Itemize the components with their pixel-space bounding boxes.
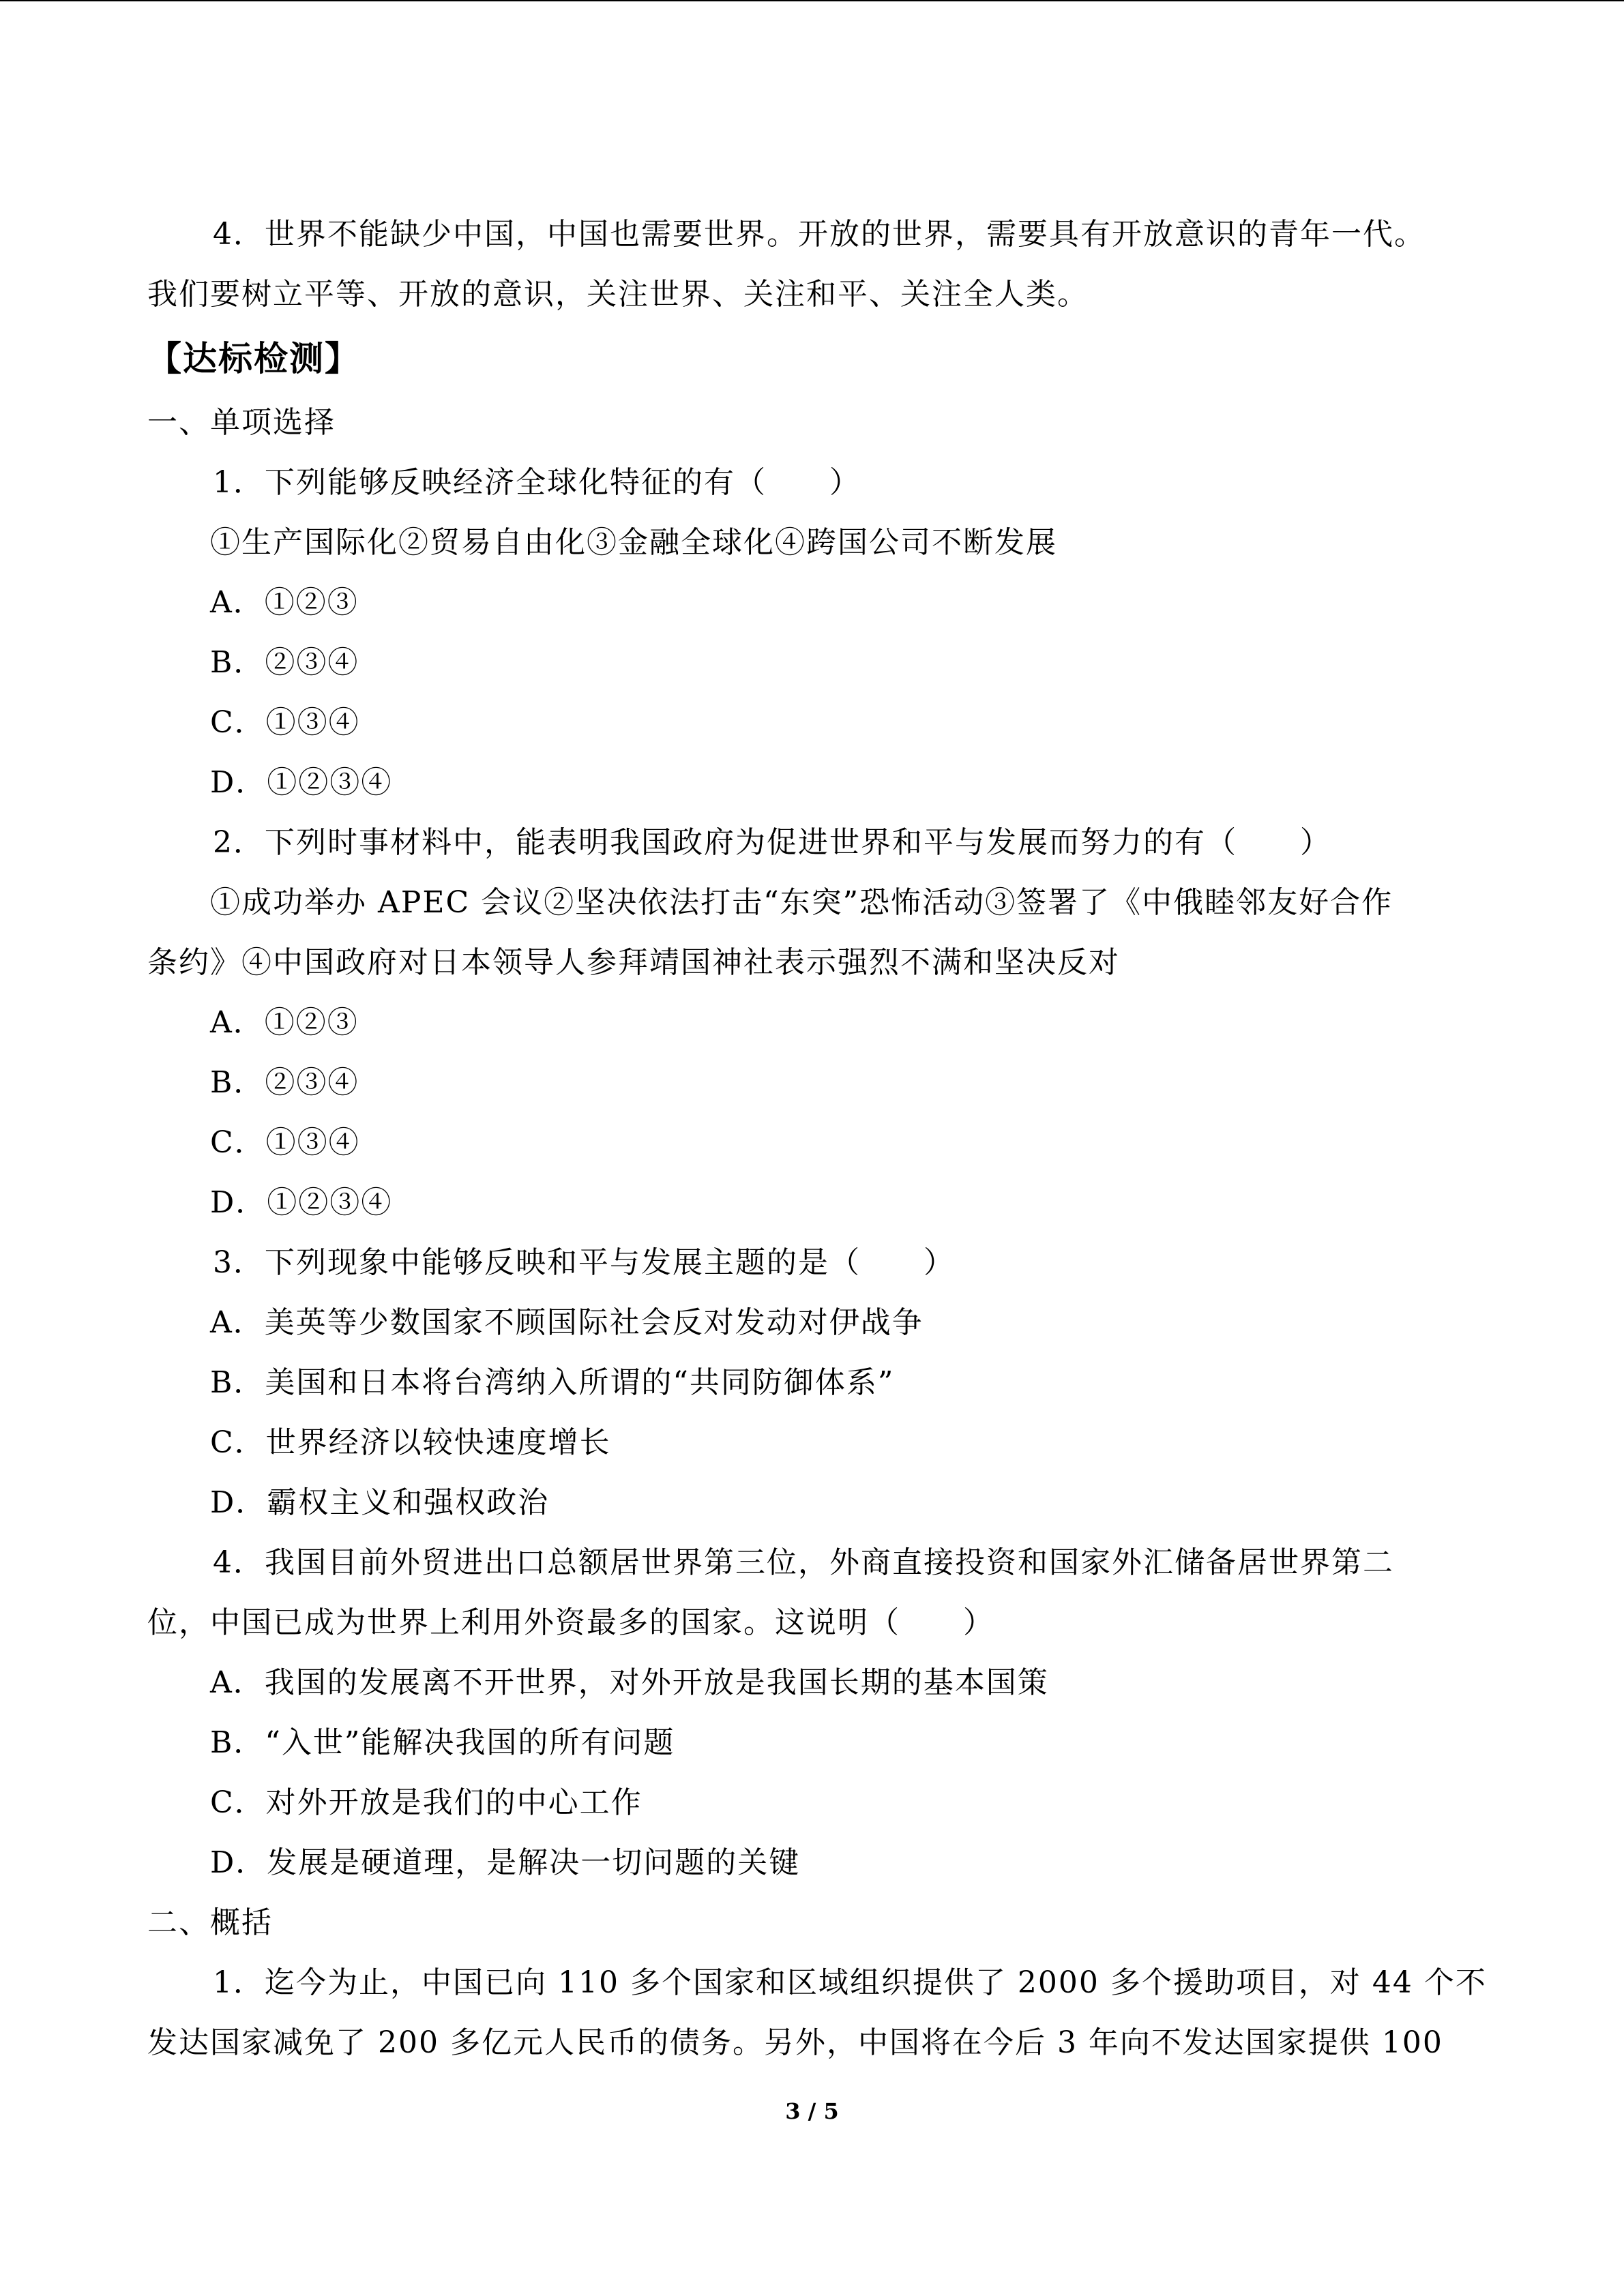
question-2-material-line-1: ①成功举办 APEC 会议②坚决依法打击“东突”恐怖活动③签署了《中俄睦邻友好合作 [210, 885, 1393, 920]
question-4-option-a: A．我国的发展离不开世界，对外开放是我国长期的基本国策 [210, 1665, 1049, 1700]
question-3-option-a: A．美英等少数国家不顾国际社会反对发动对伊战争 [210, 1305, 924, 1340]
question-3 [147, 1233, 1477, 1533]
question-1-option-a: A．①②③ [210, 585, 359, 620]
question-2-option-d: D．①②③④ [210, 1185, 393, 1220]
section-heading: 【达标检测】 [147, 339, 360, 378]
part2-title: 二、概括 [147, 1905, 273, 1940]
question-4-option-c: C．对外开放是我们的中心工作 [210, 1785, 643, 1820]
question-2-material-line-2: 条约》④中国政府对日本领导人参拜靖国神社表示强烈不满和坚决反对 [147, 945, 1120, 980]
question-1-material: ①生产国际化②贸易自由化③金融全球化④跨国公司不断发展 [210, 525, 1057, 560]
question-4-option-b: B．“入世”能解决我国的所有问题 [210, 1725, 675, 1760]
question-1-option-d: D．①②③④ [210, 765, 393, 800]
question-4-stem-line-2: 位，中国已成为世界上利用外资最多的国家。这说明（ ） [147, 1605, 994, 1640]
question-4-stem-line-1: 4．我国目前外贸进出口总额居世界第三位，外商直接投资和国家外汇储备居世界第二 [213, 1545, 1394, 1580]
top-border-line [0, 0, 1624, 1]
page-number: 3 / 5 [785, 2098, 839, 2124]
question-3-option-b: B．美国和日本将台湾纳入所谓的“共同防御体系” [210, 1365, 895, 1400]
question-2 [147, 813, 1477, 1233]
question-1-stem: 1．下列能够反映经济全球化特征的有（ ） [213, 465, 861, 500]
question-3-option-c: C．世界经济以较快速度增长 [210, 1425, 611, 1460]
part2-paragraph-line-2: 发达国家减免了 200 多亿元人民币的债务。另外，中国将在今后 3 年向不发达国家提供 100 [147, 2025, 1443, 2060]
question-4 [147, 1533, 1477, 1893]
intro-line-1: 4．世界不能缺少中国，中国也需要世界。开放的世界，需要具有开放意识的青年一代。 [213, 217, 1426, 252]
question-3-option-d: D．霸权主义和强权政治 [210, 1485, 550, 1520]
question-1 [147, 453, 1477, 813]
question-1-option-c: C．①③④ [210, 705, 360, 740]
question-2-option-c: C．①③④ [210, 1125, 360, 1160]
question-4-option-d: D．发展是硬道理，是解决一切问题的关键 [210, 1845, 801, 1880]
question-2-option-a: A．①②③ [210, 1005, 359, 1040]
page-content [147, 205, 1487, 2073]
part1-title: 一、单项选择 [147, 405, 336, 440]
intro-line-2: 我们要树立平等、开放的意识，关注世界、关注和平、关注全人类。 [147, 277, 1089, 312]
question-3-stem: 3．下列现象中能够反映和平与发展主题的是（ ） [213, 1245, 955, 1280]
question-2-option-b: B．②③④ [210, 1065, 359, 1100]
question-2-stem: 2．下列时事材料中，能表明我国政府为促进世界和平与发展而努力的有（ ） [213, 825, 1331, 860]
part2-paragraph-line-1: 1．迄今为止，中国已向 110 多个国家和区域组织提供了 2000 多个援助项目，对 44 个不 [213, 1965, 1487, 2000]
question-1-option-b: B．②③④ [210, 645, 359, 680]
